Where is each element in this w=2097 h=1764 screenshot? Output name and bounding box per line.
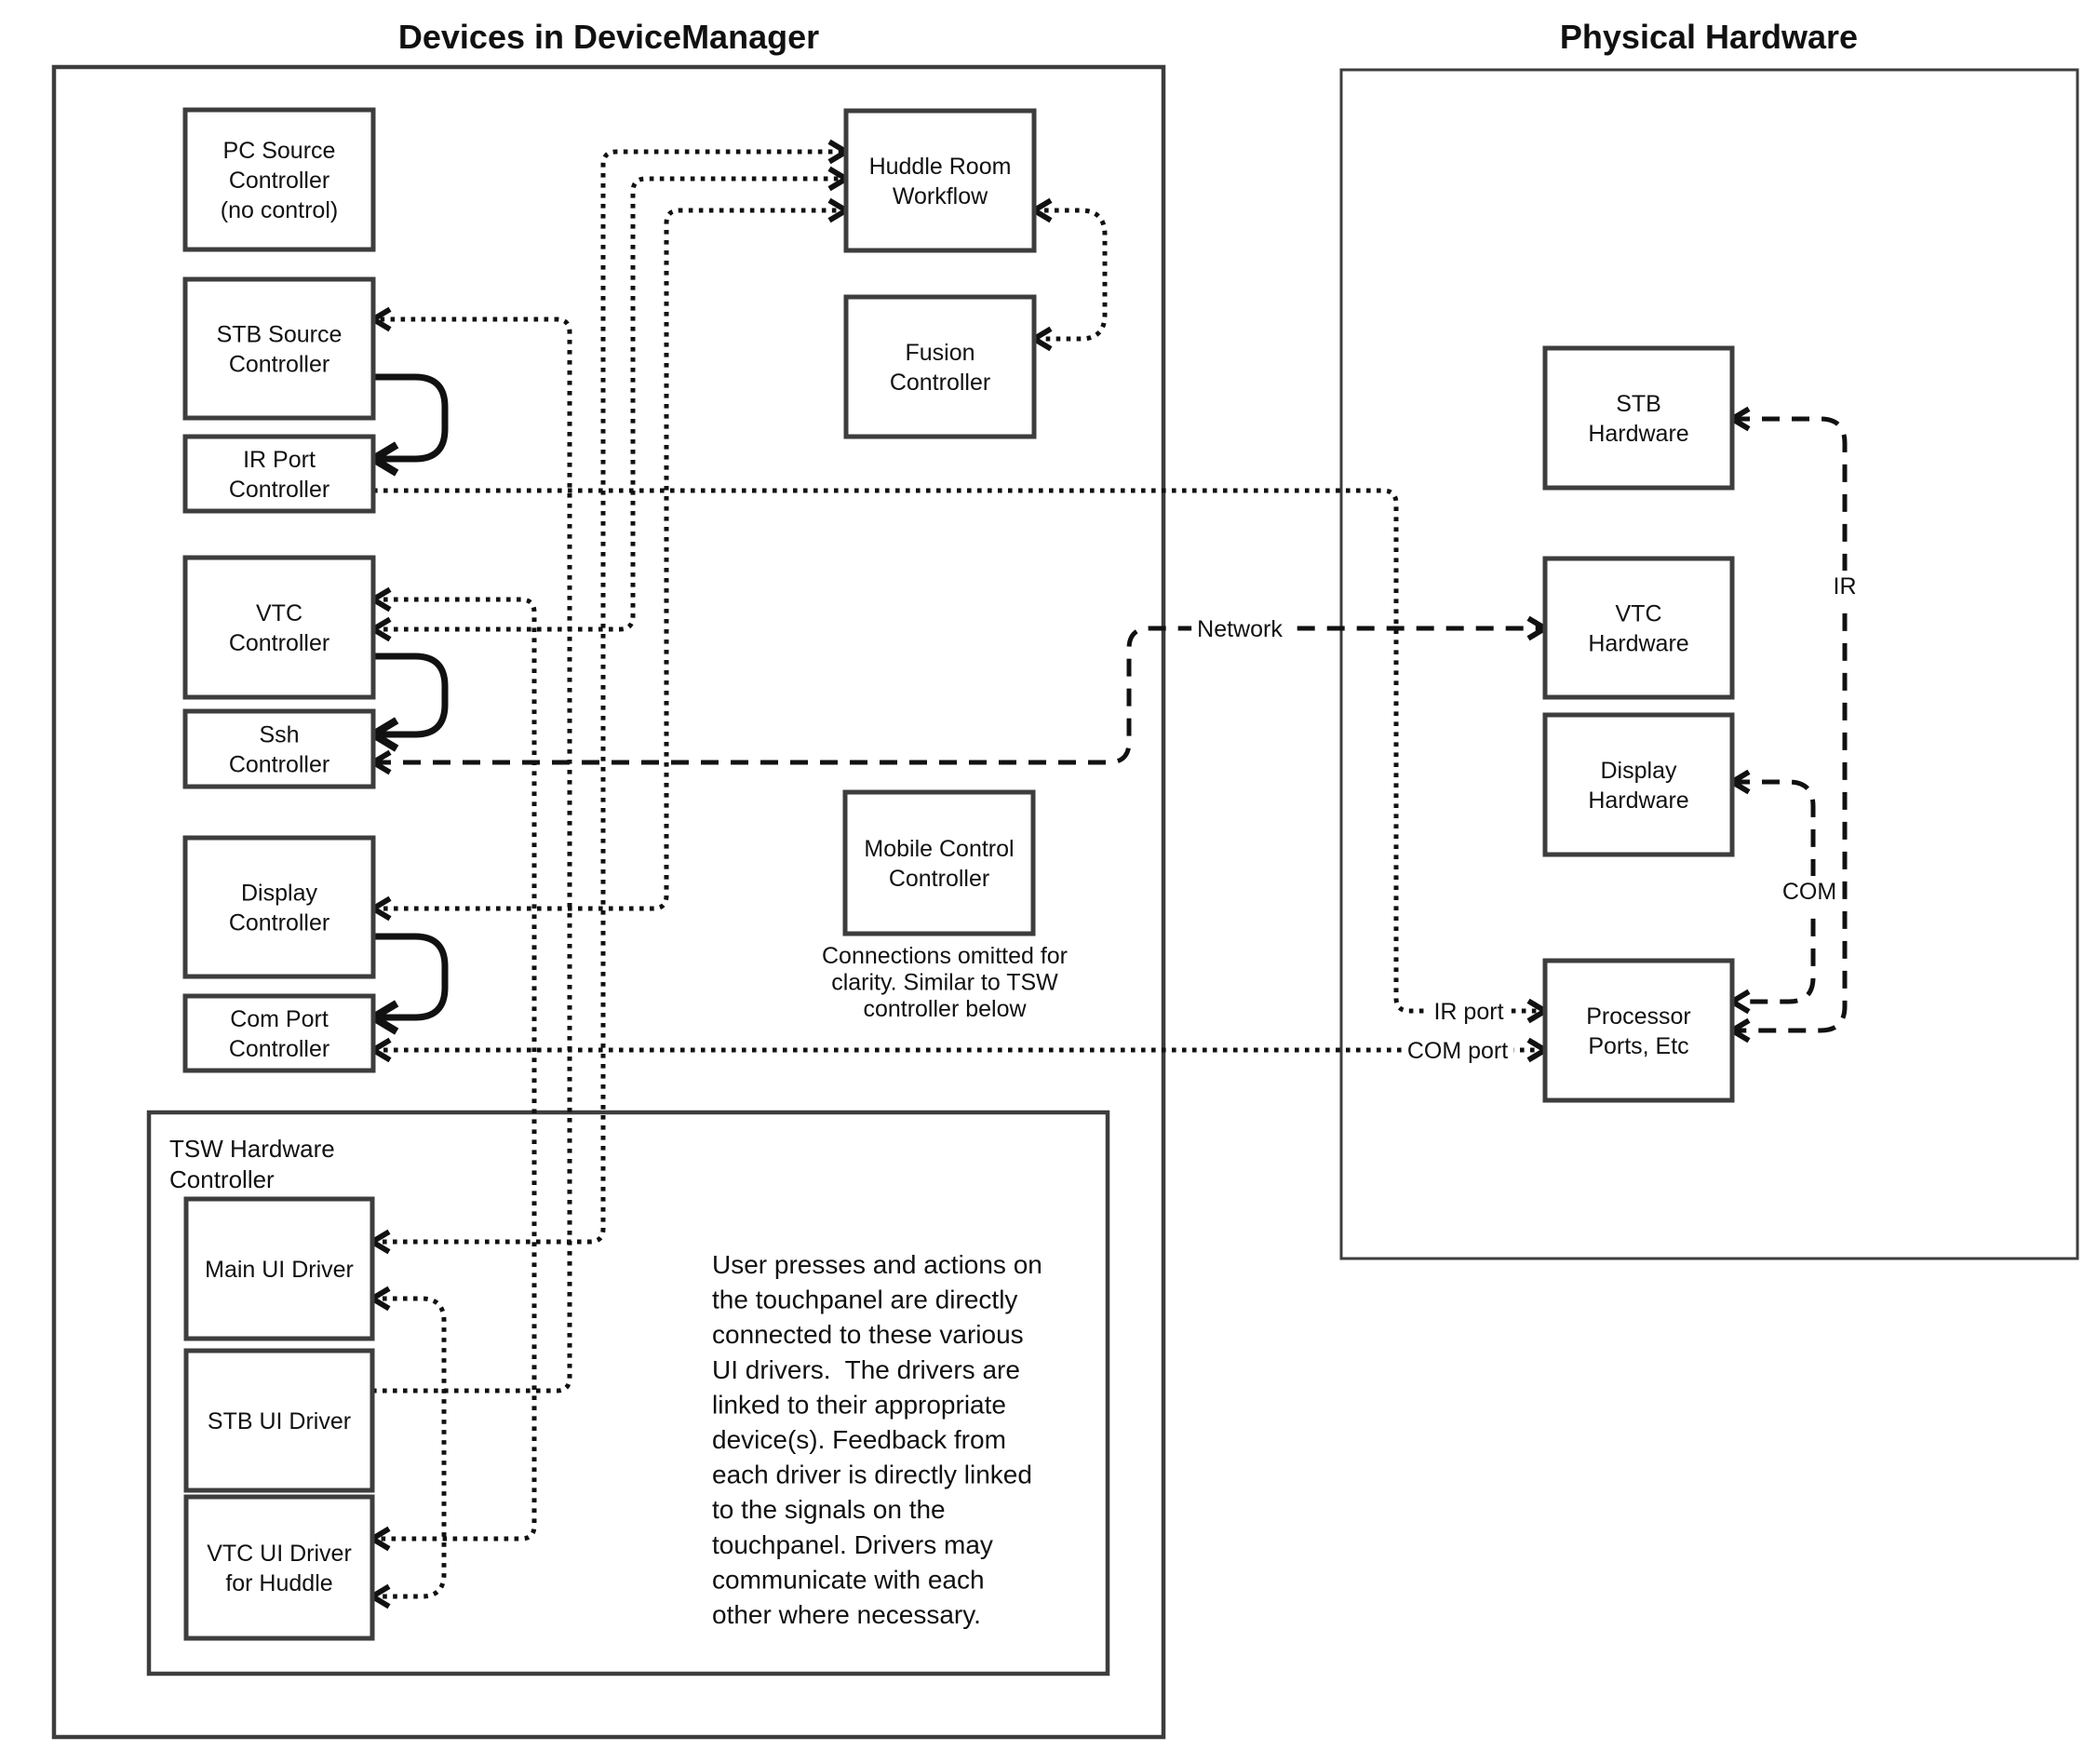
fusion-controller-label-line-0: Fusion	[905, 340, 975, 366]
stb-source-controller-label-line-0: STB Source	[216, 321, 343, 348]
huddle-room-workflow-label-line-1: Workflow	[892, 183, 988, 209]
ssh-controller-label-line-0: Ssh	[259, 721, 300, 748]
edge-stb-ui-to-stb-source	[372, 319, 570, 1391]
com-port-controller-label-line-0: Com Port	[230, 1006, 329, 1032]
processor-ports-label-line-0: Processor	[1586, 1003, 1691, 1030]
ir-label: IR	[1833, 573, 1857, 599]
edge-vtc-to-vtc-ui	[372, 599, 534, 1539]
com-port-controller-label-line-1: Controller	[228, 1036, 330, 1062]
vtc-hardware	[1545, 559, 1732, 697]
display-hardware-label-line-1: Hardware	[1588, 788, 1689, 814]
devicemanager-title: Devices in DeviceManager	[397, 18, 820, 56]
pc-source-controller-label	[221, 138, 338, 223]
tsw-note-line-0: User presses and actions on	[712, 1250, 1042, 1279]
tsw-note-line-9: communicate with each	[712, 1565, 985, 1595]
tsw-note-line-3: UI drivers. The drivers are	[712, 1354, 1020, 1384]
stb-ui-driver-label-line-0: STB UI Driver	[207, 1408, 352, 1434]
display-hardware-label-line-0: Display	[1600, 758, 1677, 784]
vtc-ui-driver-label-line-1: for Huddle	[225, 1570, 333, 1596]
tsw-hardware-controller-group-label-line-1: Controller	[169, 1165, 275, 1193]
tsw-hardware-controller-group-label	[169, 1135, 335, 1193]
com-label: COM	[1781, 879, 1837, 905]
vtc-ui-driver	[186, 1497, 372, 1638]
ir-port-label: IR port	[1433, 999, 1504, 1025]
stb-hardware	[1545, 348, 1732, 488]
edge-vtc-to-ssh	[373, 656, 445, 734]
tsw-hardware-controller-group-label-line-0: TSW Hardware	[169, 1135, 335, 1163]
display-hardware	[1545, 715, 1732, 855]
fusion-controller	[846, 297, 1034, 437]
ir-port-controller-label-line-0: IR Port	[243, 447, 316, 473]
edge-main-ui-to-vtc-ui	[372, 1299, 444, 1596]
huddle-room-workflow-label-line-0: Huddle Room	[868, 154, 1012, 180]
tsw-note-line-5: device(s). Feedback from	[712, 1425, 1006, 1454]
ir-port-controller-label-line-1: Controller	[228, 477, 330, 503]
pc-source-controller-label-line-2: (no control)	[220, 197, 339, 223]
tsw-note	[712, 1250, 1042, 1629]
stb-source-controller-label-line-1: Controller	[228, 351, 330, 378]
mobile-note	[822, 943, 1068, 1022]
main-ui-driver-label	[205, 1257, 354, 1283]
edge-ir	[1732, 419, 1845, 1030]
vtc-controller-label-line-0: VTC	[256, 600, 302, 626]
mobile-note-line-1: clarity. Similar to TSW	[831, 969, 1058, 996]
processor-ports	[1545, 961, 1732, 1100]
huddle-room-workflow	[846, 111, 1034, 250]
mobile-control-controller	[845, 792, 1033, 934]
mobile-note-line-0: Connections omitted for	[821, 943, 1069, 969]
processor-ports-label-line-1: Ports, Etc	[1588, 1033, 1689, 1059]
tsw-note-line-7: to the signals on the	[712, 1495, 946, 1525]
tsw-note-line-10: other where necessary.	[712, 1600, 981, 1629]
tsw-note-line-6: each driver is directly linked	[712, 1460, 1032, 1489]
stb-hardware-label-line-0: STB	[1616, 391, 1661, 417]
pc-source-controller-label-line-1: Controller	[228, 168, 330, 194]
network-label: Network	[1197, 616, 1283, 642]
tsw-note-line-2: connected to these various	[712, 1320, 1024, 1350]
ssh-controller-label-line-1: Controller	[228, 751, 330, 778]
mobile-control-controller-label-line-0: Mobile Control	[864, 836, 1015, 862]
edge-display-to-huddle	[373, 210, 846, 909]
main-ui-driver-label-line-0: Main UI Driver	[205, 1257, 354, 1283]
fusion-controller-label-line-1: Controller	[889, 370, 991, 396]
display-controller	[185, 838, 373, 976]
tsw-note-line-1: the touchpanel are directly	[712, 1285, 1018, 1314]
display-controller-label-line-0: Display	[241, 880, 317, 907]
vtc-hardware-label-line-1: Hardware	[1588, 630, 1689, 657]
edge-stb-source-to-ir-port	[373, 377, 445, 459]
edge-display-to-com-port	[373, 936, 445, 1017]
stb-source-controller	[185, 279, 373, 418]
tsw-note-line-8: touchpanel. Drivers may	[712, 1529, 993, 1559]
pc-source-controller-label-line-0: PC Source	[222, 138, 336, 164]
mobile-control-controller-label-line-1: Controller	[888, 866, 990, 892]
edge-network	[373, 628, 1545, 762]
vtc-controller	[185, 558, 373, 697]
mobile-note-line-2: controller below	[863, 996, 1027, 1022]
physical-hardware-title: Physical Hardware	[1559, 18, 1859, 56]
tsw-note-line-4: linked to their appropriate	[712, 1390, 1006, 1420]
stb-ui-driver-label	[208, 1408, 351, 1434]
stb-hardware-label-line-1: Hardware	[1588, 421, 1689, 447]
vtc-ui-driver-label-line-0: VTC UI Driver	[207, 1541, 352, 1567]
com-port-label: COM port	[1406, 1038, 1509, 1064]
display-controller-label-line-1: Controller	[228, 909, 330, 936]
vtc-hardware-label-line-0: VTC	[1615, 600, 1662, 627]
edge-huddle-to-fusion	[1034, 210, 1105, 339]
vtc-controller-label-line-1: Controller	[228, 630, 330, 656]
